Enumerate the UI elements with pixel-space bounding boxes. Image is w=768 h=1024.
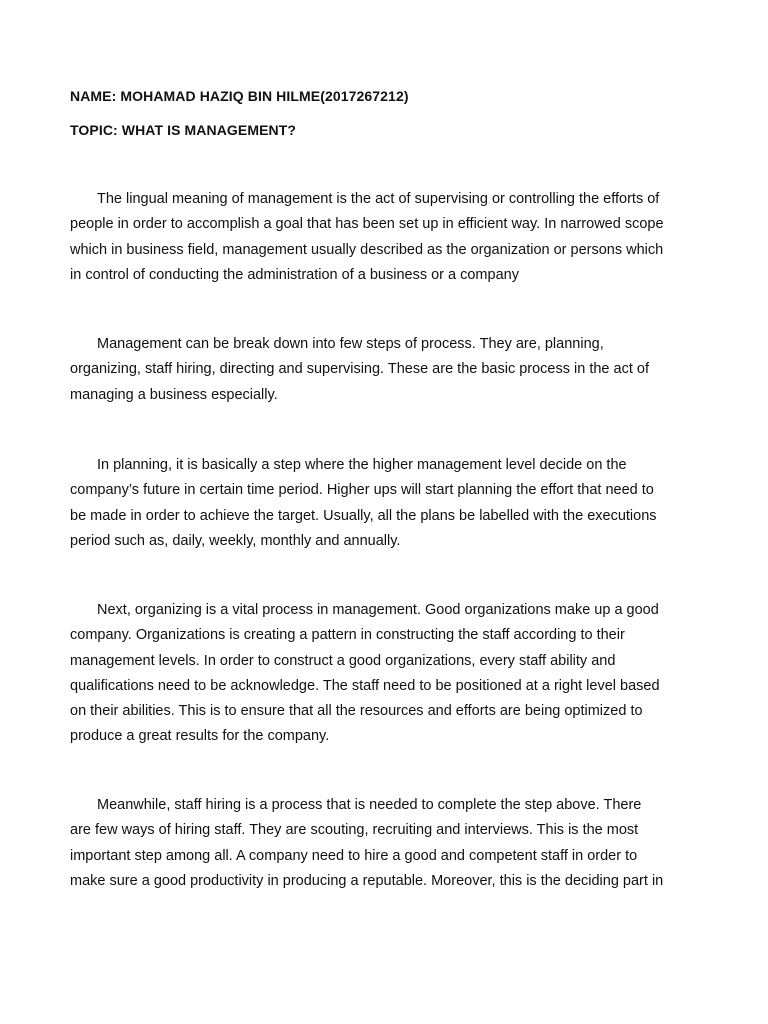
paragraph-organizing: [70, 598, 710, 750]
paragraph-line: are few ways of hiring staff. They are scouting, recruiting and interviews. This is the most: [70, 822, 639, 839]
paragraph-line: produce a great results for the company.: [70, 728, 330, 745]
paragraph-staff-hiring: [70, 793, 710, 894]
paragraph-line: The lingual meaning of management is the act of supervising or controlling the efforts of: [97, 191, 660, 207]
paragraph-line: people in order to accomplish a goal that has been set up in efficient way. In narrowed scope: [70, 216, 664, 233]
paragraph-line: which in business field, management usually described as the organization or persons which: [70, 241, 664, 258]
paragraph-process-steps: [70, 332, 710, 408]
paragraph-planning: [70, 453, 710, 554]
paragraph-line: company’s future in certain time period. Higher ups will start planning the effort that need to: [70, 482, 654, 499]
paragraph-line: qualifications need to be acknowledge. The staff need to be positioned at a right level based: [70, 677, 660, 694]
name-heading: NAME: MOHAMAD HAZIQ BIN HILME(2017267212): [70, 88, 409, 104]
paragraph-line: management levels. In order to construct a good organizations, every staff ability and: [70, 652, 616, 669]
paragraph-line: company. Organizations is creating a pattern in constructing the staff according to their: [70, 627, 625, 644]
paragraph-line: on their abilities. This is to ensure that all the resources and efforts are being optimized to: [70, 703, 643, 720]
paragraph-line: in control of conducting the administration of a business or a company: [70, 266, 519, 283]
paragraph-line: managing a business especially.: [70, 386, 278, 403]
paragraph-line: be made in order to achieve the target. Usually, all the plans be labelled with the executions: [70, 507, 657, 524]
paragraph-line: Management can be break down into few steps of process. They are, planning,: [97, 336, 604, 352]
paragraph-line: important step among all. A company need to hire a good and competent staff in order to: [70, 847, 638, 864]
paragraph-line: In planning, it is basically a step where the higher management level decide on the: [97, 457, 627, 473]
paragraph-line: make sure a good productivity in producing a reputable. Moreover, this is the deciding part in: [70, 872, 664, 889]
paragraph-line: Meanwhile, staff hiring is a process that is needed to complete the step above. There: [97, 797, 642, 813]
paragraph-definition: [70, 187, 710, 288]
topic-heading: TOPIC: WHAT IS MANAGEMENT?: [70, 122, 297, 138]
paragraph-line: organizing, staff hiring, directing and supervising. These are the basic process in the act of: [70, 361, 649, 378]
paragraph-line: Next, organizing is a vital process in management. Good organizations make up a good: [97, 602, 659, 618]
paragraph-line: period such as, daily, weekly, monthly and annually.: [70, 532, 401, 549]
